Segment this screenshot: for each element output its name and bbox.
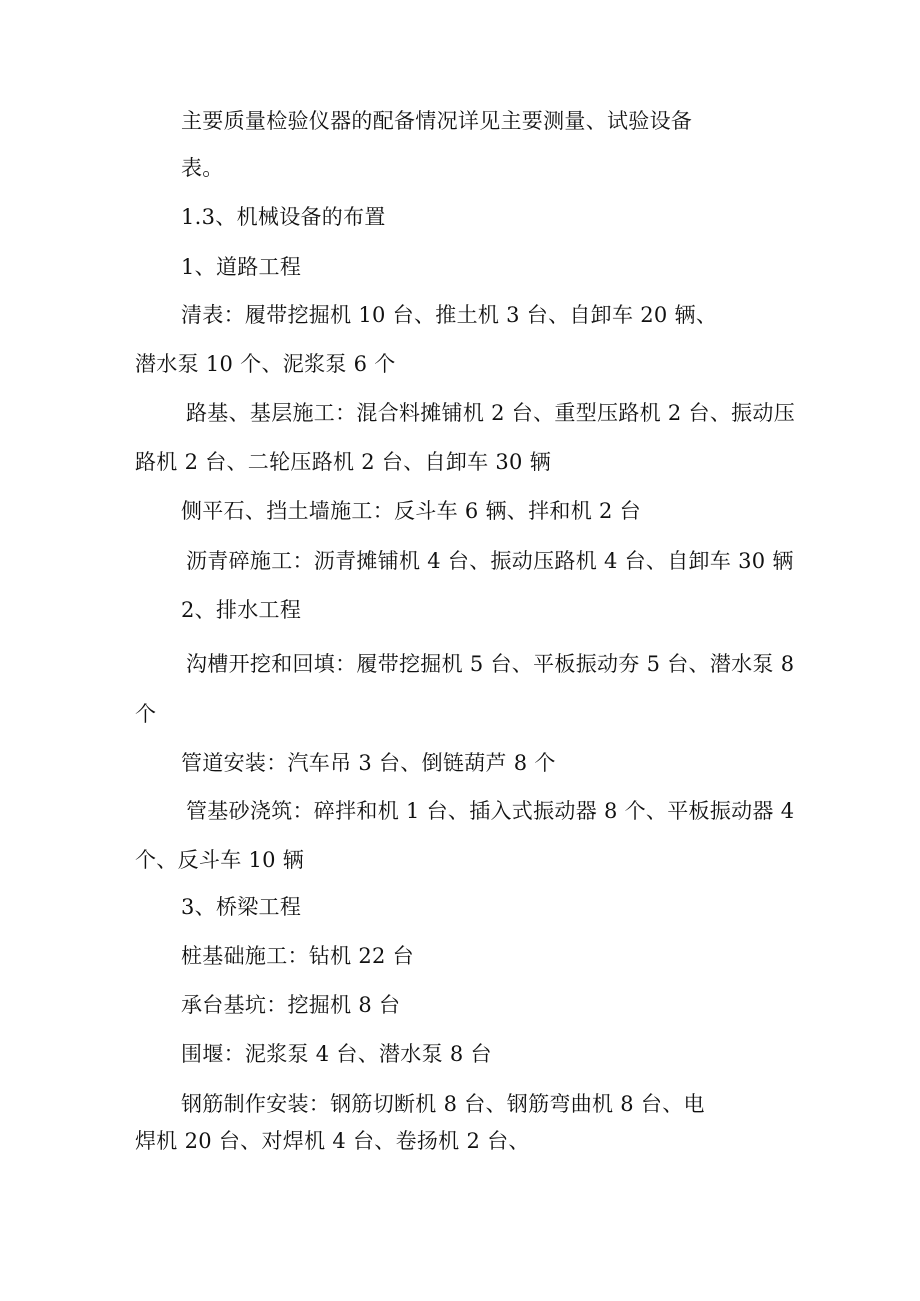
section-heading: 3、桥梁工程 <box>181 895 302 919</box>
text-line: 清表：履带挖掘机 10 台、推土机 3 台、自卸车 20 辆、 <box>181 303 718 327</box>
text-line: 桩基础施工：钻机 22 台 <box>181 944 414 968</box>
text-line: 路机 2 台、二轮压路机 2 台、自卸车 30 辆 <box>135 450 551 474</box>
text-line: 管道安装：汽车吊 3 台、倒链葫芦 8 个 <box>181 751 556 775</box>
text-line: 侧平石、挡土墙施工：反斗车 6 辆、拌和机 2 台 <box>181 499 641 523</box>
text-line: 管基砂浇筑：碎拌和机 1 台、插入式振动器 8 个、平板振动器 4 <box>186 799 795 823</box>
text-line: 沥青碎施工：沥青摊铺机 4 台、振动压路机 4 台、自卸车 30 辆 <box>186 549 794 573</box>
text-line: 承台基坑：挖掘机 8 台 <box>181 993 401 1017</box>
section-heading: 2、排水工程 <box>181 598 302 622</box>
text-line: 沟槽开挖和回填：履带挖掘机 5 台、平板振动夯 5 台、潜水泵 8 <box>186 652 795 676</box>
section-heading: 1.3、机械设备的布置 <box>181 205 386 229</box>
text-line: 表。 <box>181 156 224 180</box>
text-line: 围堰：泥浆泵 4 台、潜水泵 8 台 <box>181 1042 492 1066</box>
text-line: 个、反斗车 10 辆 <box>135 848 305 872</box>
text-line: 焊机 20 台、对焊机 4 台、卷扬机 2 台、 <box>135 1129 530 1153</box>
text-line: 路基、基层施工：混合料摊铺机 2 台、重型压路机 2 台、振动压 <box>186 401 796 425</box>
section-heading: 1、道路工程 <box>181 255 302 279</box>
text-line: 个 <box>135 702 157 726</box>
text-line: 潜水泵 10 个、泥浆泵 6 个 <box>135 352 396 376</box>
text-line: 主要质量检验仪器的配备情况详见主要测量、试验设备 <box>181 109 693 133</box>
text-line: 钢筋制作安装：钢筋切断机 8 台、钢筋弯曲机 8 台、电 <box>181 1092 705 1116</box>
